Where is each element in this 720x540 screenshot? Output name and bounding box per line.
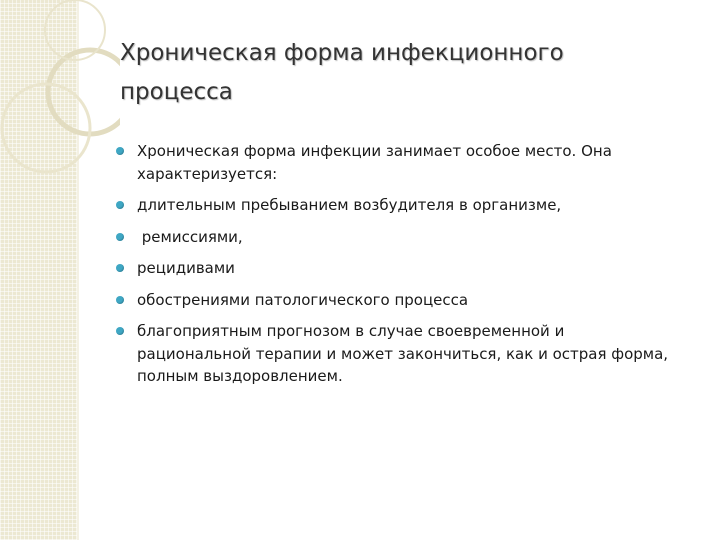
bullet-text: благоприятным прогнозом в случае своевременной и рациональной терапии и может закончиться, как и острая форма, полным выздоровлением. xyxy=(137,322,669,385)
bullet-dot-icon xyxy=(116,296,124,304)
bullet-dot-icon xyxy=(116,147,124,155)
bullet-item xyxy=(112,194,672,217)
bullet-text: длительным пребыванием возбудителя в организме, xyxy=(137,196,562,214)
bullet-text: Хроническая форма инфекции занимает особое место. Она характеризуется: xyxy=(137,142,612,183)
bullet-dot-icon xyxy=(116,233,124,241)
bullet-text: обострениями патологического процесса xyxy=(137,290,469,309)
decorative-circles-graphic xyxy=(0,0,120,200)
bullet-dot-icon xyxy=(116,327,124,335)
bullet-item xyxy=(112,289,672,312)
bullet-dot-icon xyxy=(116,264,124,272)
bullet-list xyxy=(112,140,672,397)
bullet-item xyxy=(112,320,672,388)
bullet-item xyxy=(112,257,672,280)
slide-title: Хроническая форма инфекционного процесса xyxy=(120,40,564,105)
bullet-dot-icon xyxy=(116,201,124,209)
bullet-text: ремиссиями, xyxy=(137,227,243,246)
bullet-item xyxy=(112,226,672,249)
bullet-text: рецидивами xyxy=(137,259,235,277)
bullet-item xyxy=(112,140,672,185)
